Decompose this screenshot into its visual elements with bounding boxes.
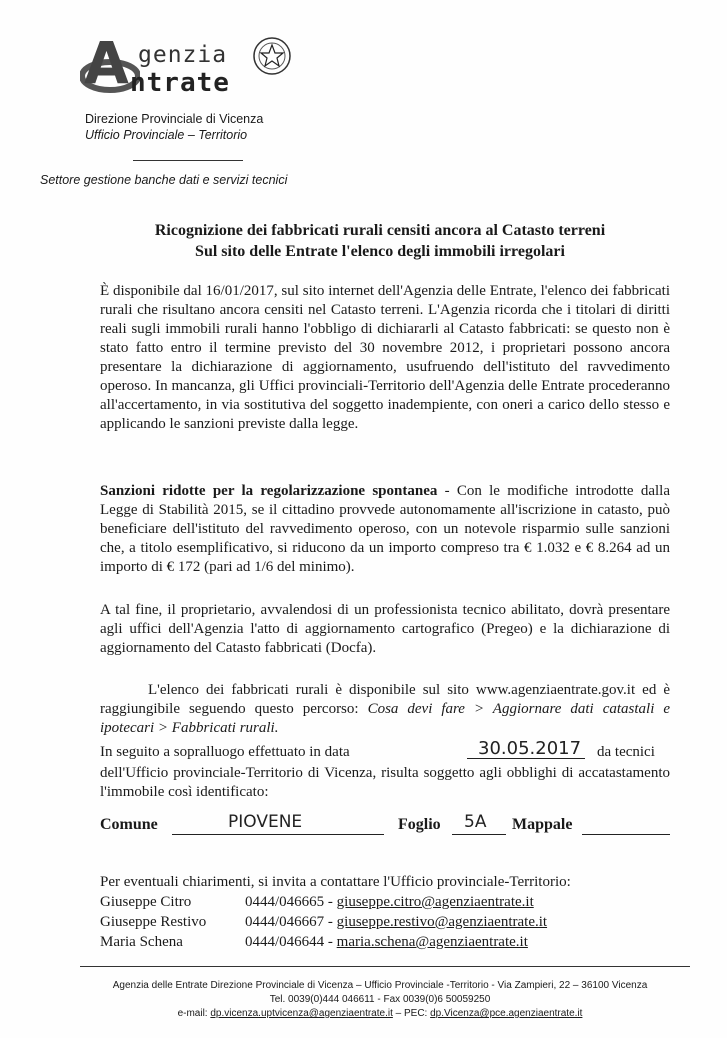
footer-email-link[interactable]: dp.vicenza.uptvicenza@agenziaentrate.it (210, 1008, 393, 1019)
contact-email-link[interactable]: giuseppe.citro@agenziaentrate.it (336, 894, 534, 910)
contact-name: Giuseppe Citro (100, 894, 192, 910)
contact-email-link[interactable]: maria.schena@agenziaentrate.it (336, 934, 528, 950)
footer-phone: Tel. 0039(0)444 046611 - Fax 0039(0)6 50059250 (269, 994, 491, 1005)
contact-phone: 0444/046665 (245, 894, 325, 910)
footer-divider (80, 966, 690, 967)
contact-name: Maria Schena (100, 934, 183, 950)
header-divider (133, 160, 243, 161)
logo-letter: A (84, 29, 129, 97)
contact-name: Giuseppe Restivo (100, 914, 207, 930)
footer-pec-label: – PEC: (392, 1008, 431, 1019)
mappale-label: Mappale (512, 816, 573, 833)
comune-label: Comune (100, 816, 158, 833)
paragraph-5-rest: dell'Ufficio provinciale-Territorio di Vicenza, risulta soggetto agli obblighi di accatastamento l'immobile così identificato: (100, 765, 670, 800)
contact-phone: 0444/046644 (245, 934, 325, 950)
paragraph-2 (100, 482, 670, 577)
paragraph-4 (100, 681, 670, 738)
paragraph-3: A tal fine, il proprietario, avvalendosi di un professionista tecnico abilitato, dovrà presentare agli uffici dell'Agenzia l'atto di aggiornamento cartografico (Pregeo) e la dichiarazione di aggiornamento del Catasto fabbricati (Docfa). (100, 602, 670, 656)
ufficio-provinciale: Ufficio Provinciale – Territorio (85, 128, 248, 142)
contact-row: Maria Schena 0444/046644 - maria.schena@agenziaentrate.it (100, 934, 528, 950)
contact-phone: 0444/046667 (245, 914, 325, 930)
comune-value: PIOVENE (228, 812, 303, 832)
foglio-value: 5A (464, 812, 487, 832)
paragraph-2-text: - Con le modifiche introdotte dalla Legge di Stabilità 2015, se il cittadino provvede autonomamente all'iscrizione in catasto, può beneficiare dell'istituto del ravvedimento operoso, con un notevole risparmio sulle sanzioni che, a titolo esemplificativo, si riducono da un importo compreso tra € 1.032 e € 8.264 ad un importo di € 172 (pari ad 1/6 del minimo). (100, 483, 670, 575)
footer-address: Agenzia delle Entrate Direzione Provinciale di Vicenza – Ufficio Provinciale -Territorio - Via Zampieri, 22 – 36100 Vicenza (112, 980, 648, 991)
mappale-underline (582, 834, 670, 835)
contacts-intro: Per eventuali chiarimenti, si invita a contattare l'Ufficio provinciale-Territorio: (100, 874, 571, 890)
footer-email (60, 1008, 700, 1019)
logo-line2: ntrate (130, 68, 230, 98)
direzione-provinciale: Direzione Provinciale di Vicenza (85, 112, 264, 126)
emblem-seal-icon (252, 34, 292, 78)
paragraph-4-path: Cosa devi fare > Aggiornare dati catastali e ipotecari > Fabbricati rurali. (100, 701, 671, 736)
footer-email-label: e-mail: (177, 1008, 211, 1019)
inspection-date: 30.05.2017 (478, 738, 582, 759)
foglio-label: Foglio (398, 816, 441, 833)
paragraph-4-text: L'elenco dei fabbricati rurali è disponibile sul sito www.agenziaentrate.gov.it ed è raggiungibile seguendo questo percorso: (100, 682, 670, 717)
contact-row: Giuseppe Restivo 0444/046667 - giuseppe.restivo@agenziaentrate.it (100, 914, 548, 930)
paragraph-5-text-a: In seguito a sopralluogo effettuato in data (100, 744, 350, 760)
paragraph-2-heading: Sanzioni ridotte per la regolarizzazione spontanea (100, 483, 438, 499)
comune-underline (172, 834, 384, 835)
settore-label: Settore gestione banche dati e servizi tecnici (40, 173, 288, 187)
paragraph-5-text-b: da tecnici (597, 744, 655, 760)
logo-line1: genzia (138, 42, 228, 68)
agenzia-entrate-logo (62, 28, 352, 108)
footer-pec-link[interactable]: dp.Vicenza@pce.agenziaentrate.it (430, 1008, 583, 1019)
title-line2: Sul sito delle Entrate l'elenco degli immobili irregolari (195, 243, 565, 260)
contact-email-link[interactable]: giuseppe.restivo@agenziaentrate.it (336, 914, 548, 930)
foglio-underline (452, 834, 506, 835)
paragraph-1: È disponibile dal 16/01/2017, sul sito internet dell'Agenzia delle Entrate, l'elenco dei fabbricati rurali che risultano ancora censiti nel Catasto terreni. L'Agenzia ricorda che i titolari di diritti reali sugli immobili rurali hanno l'obbligo di dichiararli al Catasto fabbricati: se questo non è stato fatto entro il termine previsto del 30 novembre 2012, i proprietari possono ancora presentare la dichiarazione di aggiornamento, usufruendo dell'istituto del ravvedimento operoso. In mancanza, gli Uffici provinciali-Territorio dell'Agenzia delle Entrate procederanno all'accertamento, in via sostitutiva del soggetto inadempiente, con oneri a carico dello stesso e applicando le sanzioni previste dalla legge. (100, 283, 670, 432)
contact-row: Giuseppe Citro 0444/046665 - giuseppe.citro@agenziaentrate.it (100, 894, 534, 910)
title-line1: Ricognizione dei fabbricati rurali censiti ancora al Catasto terreni (154, 222, 606, 239)
